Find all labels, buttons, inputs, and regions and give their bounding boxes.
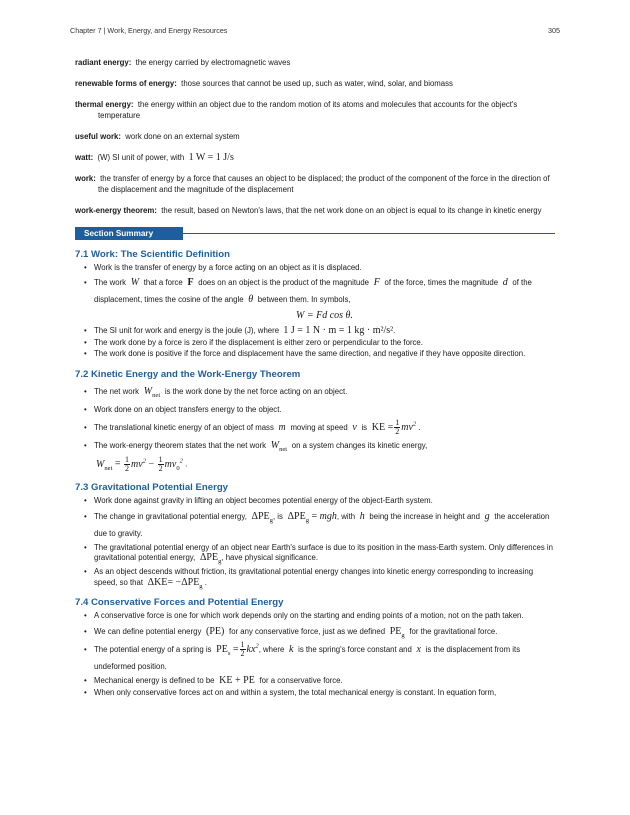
page-number: 305 (548, 26, 560, 35)
list-item: • The work done by a force is zero if the displacement is either zero or perpendicular to the force. (94, 338, 555, 349)
section-7-2-title: 7.2 Kinetic Energy and the Work-Energy Theorem (75, 368, 301, 380)
list-item: • The work-energy theorem states that the net work $W_{net}$ on a system changes its kinetic energy, (94, 437, 555, 454)
glossary-entry-useful-work: useful work: work done on an external system (75, 131, 240, 141)
list-item: • Work done on an object transfers energy to the object. (94, 401, 555, 418)
glossary-entry-work-energy-theorem: work-energy theorem: the result, based on Newton's laws, that the net work done on an object is equal to its change in kinetic energy (75, 205, 542, 215)
list-item: • The net work $W_{net}$ is the work done by the net force acting on an object. (94, 383, 555, 400)
list-item: • As an object descends without friction, its gravitational potential energy changes into kinetic energy corresponding to increasing speed, so that $\Delta KE= -\Delta PE_g$ . (94, 567, 555, 588)
section-7-1-list (75, 263, 555, 360)
list-item: • The gravitational potential energy of an object near Earth's surface is due to its position in the mass-Earth system. Only differences in gravitational potential energy, $\Delta PE_g$, have physical significance. (94, 543, 555, 564)
section-summary-banner (75, 227, 555, 240)
list-item: • The translational kinetic energy of an object of mass m moving at speed v is KE = $\frac{1}{2}$ $mv^2$ . (94, 419, 555, 436)
section-7-2-list (75, 383, 555, 473)
work-equation: W = Fd cos θ. (296, 310, 353, 322)
list-item: • A conservative force is one for which work depends only on the starting and ending points of a motion, not on the path taken. (94, 611, 555, 622)
section-7-4-title: 7.4 Conservative Forces and Potential Energy (75, 597, 284, 609)
list-item: • The SI unit for work and energy is the joule (J), where 1 J = 1 N · m = 1 kg · m²/s². (94, 326, 555, 337)
section-summary-label: Section Summary (75, 227, 183, 240)
glossary-entry-renewable: renewable forms of energy: those sources that cannot be used up, such as water, wind, solar, and biomass (75, 79, 453, 89)
glossary-entry-thermal-energy: thermal energy: the energy within an object due to the random motion of its atoms and molecules that accounts for the object's temperature (75, 100, 518, 120)
joule-equation: 1 J = 1 N · m = 1 kg · m²/s² (283, 325, 394, 337)
section-7-1-title: 7.1 Work: The Scientific Definition (75, 248, 230, 260)
list-item: • The change in gravitational potential energy, $\Delta PE_g$, is $\Delta PE_g$ = mgh, with h being the increase in height and g the acceleration due to gravity. (94, 508, 555, 542)
list-item: • We can define potential energy (PE) for any conservative force, just as we defined $PE_g$ for the gravitational force. (94, 623, 555, 640)
section-7-3-title: 7.3 Gravitational Potential Energy (75, 482, 229, 494)
section-7-4-list (75, 611, 555, 698)
kinetic-energy-equation: KE = (369, 421, 394, 433)
section-7-3-list (75, 496, 555, 588)
glossary-entry-watt: watt: (W) SI unit of power, with 1 W = 1 J/s (75, 151, 234, 163)
page-header (70, 26, 560, 38)
glossary-entry-radiant-energy: radiant energy: the energy carried by electromagnetic waves (75, 58, 291, 67)
glossary (75, 58, 555, 216)
glossary-entry-work: work: the transfer of energy by a force that causes an object to be displaced; the product of the component of the force in the direction of the displacement and the magnitude of the displacement (75, 174, 550, 194)
list-item: • The potential energy of a spring is $PE_s$ = $\frac{1}{2}$ $kx^2$, where k is the spring's force constant and x is the displacement from its undeformed position. (94, 641, 555, 675)
list-item: • The work W that a force F does on an object is the product of the magnitude F of the force, times the magnitude d of the displacement, times the cosine of the angle θ between them. In symbols, (94, 274, 555, 308)
list-item: • The work done is positive if the force and displacement have the same direction, and negative if they have opposite direction. (94, 349, 555, 360)
page-content (75, 58, 555, 699)
list-item: • When only conservative forces act on and within a system, the total mechanical energy is constant. In equation form, (94, 688, 555, 699)
work-energy-equation: $W_{net}$ = $\frac{1}{2}$ $mv^2$ − $\frac{1}{2}$ $mv_0^2$ . (96, 455, 188, 474)
watt-equation: 1 W = 1 J/s (188, 151, 234, 163)
list-item: • Work is the transfer of energy by a force acting on an object as it is displaced. (94, 263, 555, 274)
chapter-title: Chapter 7 | Work, Energy, and Energy Resources (70, 26, 228, 35)
list-item: • Mechanical energy is defined to be KE + PE for a conservative force. (94, 676, 555, 687)
list-item: • Work done against gravity in lifting an object becomes potential energy of the object-Earth system. (94, 496, 555, 507)
